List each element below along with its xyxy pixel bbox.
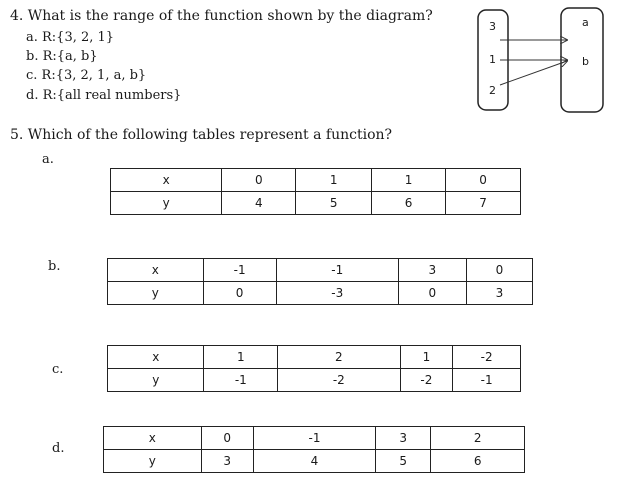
table-cell: 4	[222, 192, 296, 215]
table-cell: 3	[466, 282, 532, 305]
table-cell: -1	[253, 427, 375, 450]
table-row-x	[108, 346, 521, 369]
table-cell: 6	[431, 450, 525, 473]
y-header: y	[104, 450, 202, 473]
domain-value-1: 1	[489, 53, 496, 66]
choice-c-label: c.	[52, 362, 64, 377]
table-cell: 1	[372, 169, 446, 192]
table-choice-c	[107, 345, 521, 392]
table-row-x	[108, 259, 533, 282]
q4-option-c: c. R:{3, 2, 1, a, b}	[26, 68, 147, 83]
table-cell: -2	[278, 369, 400, 392]
y-header: y	[108, 282, 204, 305]
question-4-text: 4. What is the range of the function shown by the diagram?	[10, 8, 433, 24]
table-cell: -2	[400, 369, 453, 392]
table-choice-b	[107, 258, 533, 305]
table-cell: 3	[376, 427, 431, 450]
table-row-x	[111, 169, 521, 192]
table-row-y	[108, 282, 533, 305]
choice-d-label: d.	[52, 441, 65, 456]
table-cell: 0	[222, 169, 296, 192]
table-row-y	[104, 450, 525, 473]
x-header: x	[104, 427, 202, 450]
table-cell: 2	[431, 427, 525, 450]
q4-option-a: a. R:{3, 2, 1}	[26, 30, 115, 45]
table-cell: 0	[446, 169, 521, 192]
table-cell: 1	[296, 169, 372, 192]
domain-value-2: 2	[489, 84, 496, 97]
y-header: y	[111, 192, 222, 215]
table-cell: 0	[466, 259, 532, 282]
table-cell: -1	[203, 259, 276, 282]
x-header: x	[111, 169, 222, 192]
y-header: y	[108, 369, 204, 392]
range-value-b: b	[582, 55, 589, 68]
table-cell: 0	[201, 427, 253, 450]
table-row-y	[111, 192, 521, 215]
table-cell: -1	[204, 369, 278, 392]
q4-option-d: d. R:{all real numbers}	[26, 88, 182, 103]
range-value-a: a	[582, 16, 589, 29]
table-cell: 2	[278, 346, 400, 369]
table-cell: 6	[372, 192, 446, 215]
table-cell: 1	[204, 346, 278, 369]
choice-b-label: b.	[48, 259, 61, 274]
q4-option-b: b. R:{a, b}	[26, 49, 98, 64]
table-cell: 7	[446, 192, 521, 215]
table-cell: 3	[398, 259, 466, 282]
x-header: x	[108, 346, 204, 369]
table-cell: -3	[276, 282, 398, 305]
table-row-x	[104, 427, 525, 450]
table-cell: -2	[453, 346, 521, 369]
table-choice-d	[103, 426, 525, 473]
domain-value-3: 3	[489, 20, 496, 33]
table-cell: 0	[398, 282, 466, 305]
table-cell: -1	[453, 369, 521, 392]
table-cell: 1	[400, 346, 453, 369]
table-cell: 5	[296, 192, 372, 215]
table-cell: 0	[203, 282, 276, 305]
table-row-y	[108, 369, 521, 392]
table-cell: -1	[276, 259, 398, 282]
question-5-text: 5. Which of the following tables represent a function?	[10, 127, 393, 143]
x-header: x	[108, 259, 204, 282]
choice-a-label: a.	[42, 152, 54, 167]
table-cell: 4	[253, 450, 375, 473]
table-cell: 3	[201, 450, 253, 473]
arrow-2-to-b	[500, 61, 567, 85]
table-choice-a	[110, 168, 521, 215]
table-cell: 5	[376, 450, 431, 473]
